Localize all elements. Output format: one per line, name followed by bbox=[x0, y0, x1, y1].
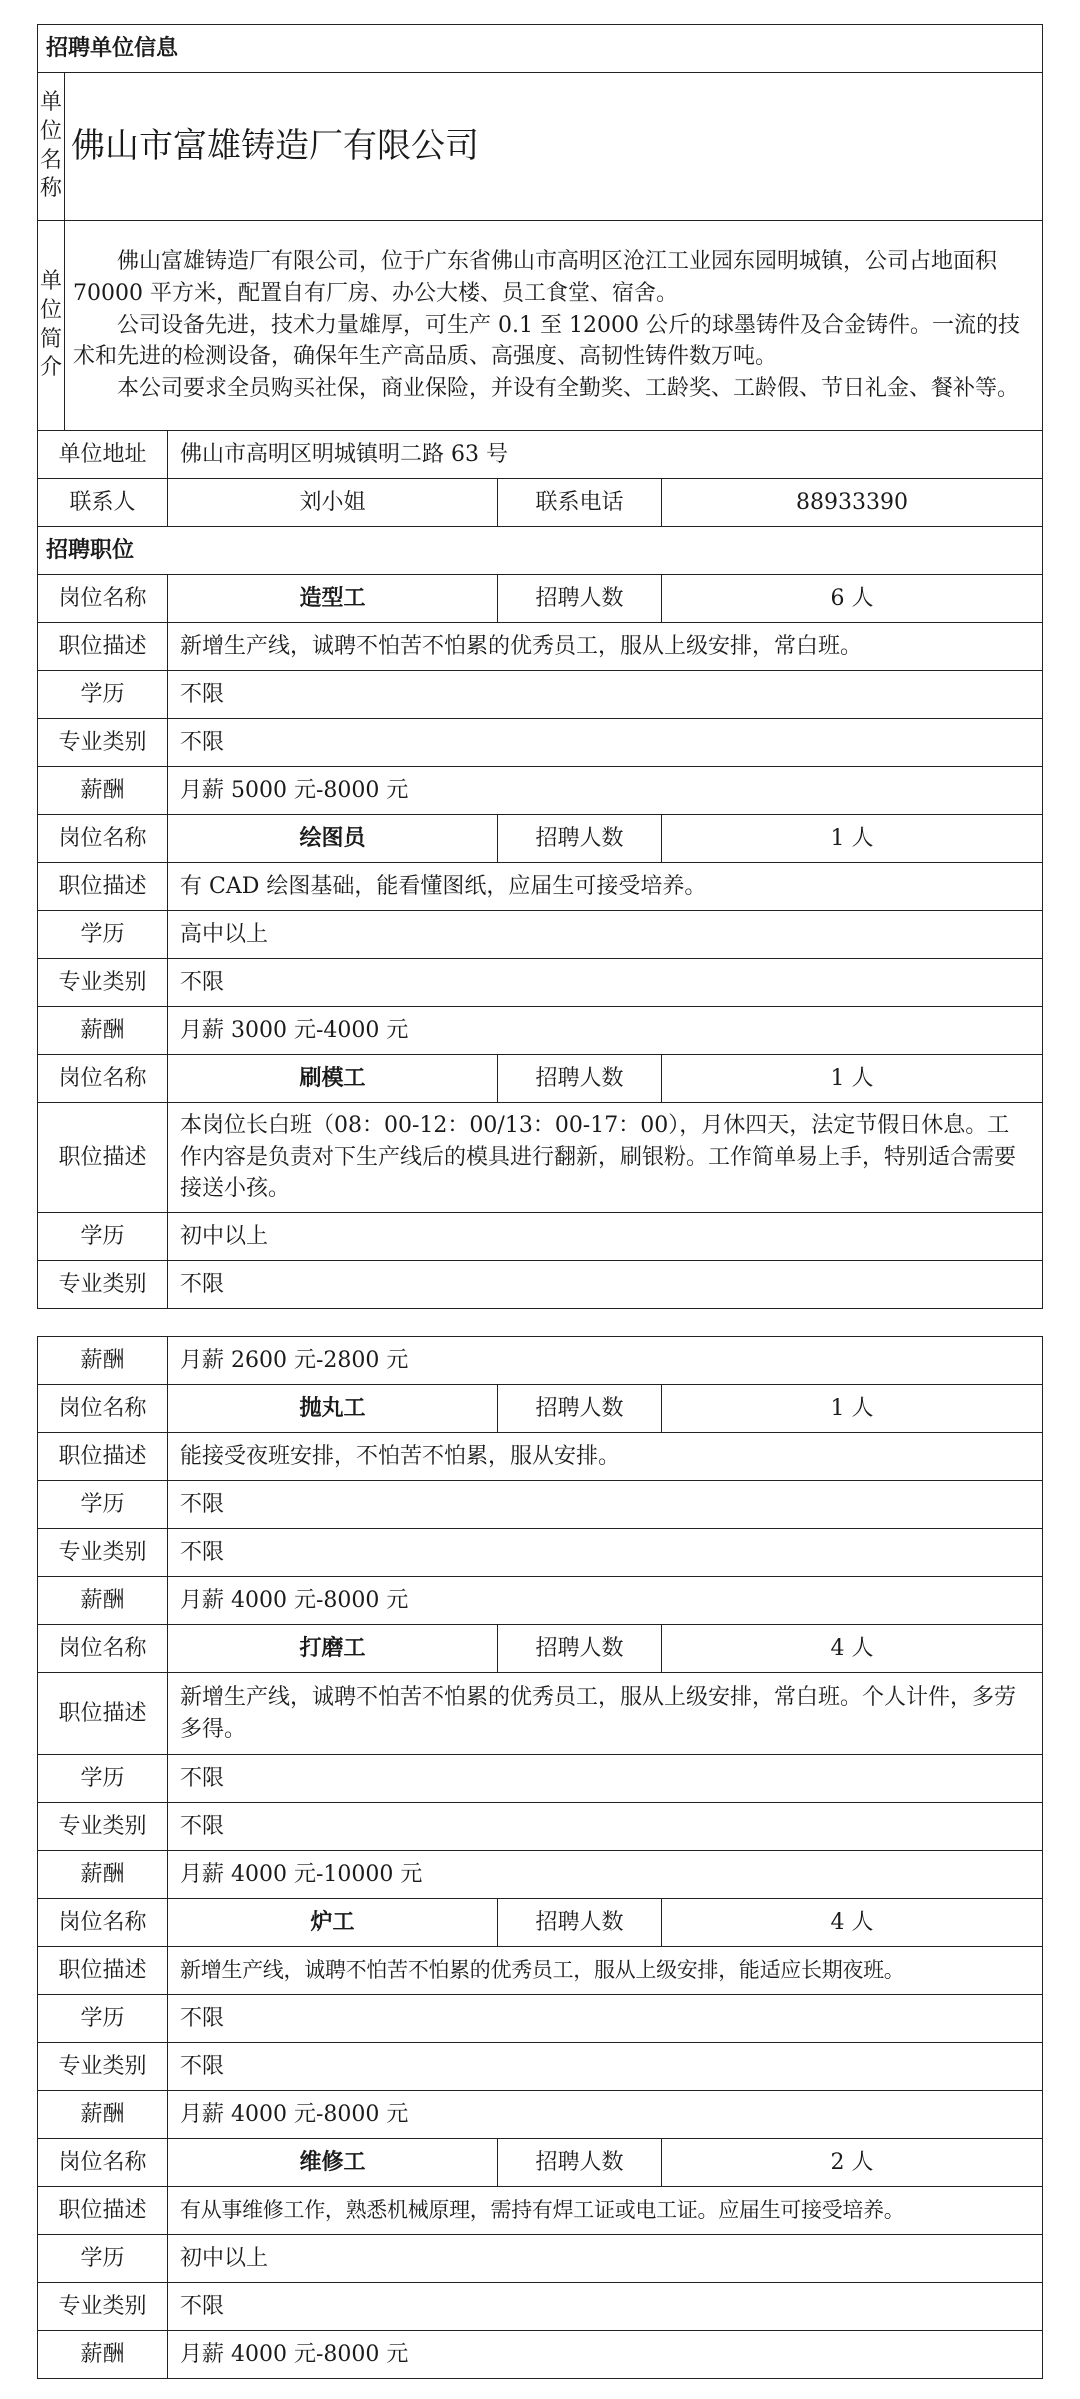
job-name: 造型工 bbox=[168, 575, 498, 623]
major-label: 专业类别 bbox=[38, 1529, 168, 1577]
education-value: 初中以上 bbox=[168, 1213, 1043, 1261]
education-label: 学历 bbox=[38, 1995, 168, 2043]
address-label: 单位地址 bbox=[38, 431, 168, 479]
job-description: 新增生产线，诚聘不怕苦不怕累的优秀员工，服从上级安排，能适应长期夜班。 bbox=[168, 1947, 1043, 1995]
education-value: 不限 bbox=[168, 1755, 1043, 1803]
major-value: 不限 bbox=[168, 1803, 1043, 1851]
headcount-label: 招聘人数 bbox=[498, 1055, 662, 1103]
company-intro bbox=[65, 221, 1043, 431]
salary-label: 薪酬 bbox=[38, 1851, 168, 1899]
job-name-label: 岗位名称 bbox=[38, 815, 168, 863]
job-name: 炉工 bbox=[168, 1899, 498, 1947]
description-label: 职位描述 bbox=[38, 1433, 168, 1481]
job-name: 抛丸工 bbox=[168, 1385, 498, 1433]
address-value: 佛山市高明区明城镇明二路 63 号 bbox=[168, 431, 1043, 479]
job-name: 打磨工 bbox=[168, 1625, 498, 1673]
job-description: 新增生产线，诚聘不怕苦不怕累的优秀员工，服从上级安排，常白班。 bbox=[168, 623, 1043, 671]
recruitment-table-page-1 bbox=[37, 24, 1043, 1309]
education-value: 不限 bbox=[168, 1481, 1043, 1529]
job-name: 绘图员 bbox=[168, 815, 498, 863]
education-label: 学历 bbox=[38, 1213, 168, 1261]
major-value: 不限 bbox=[168, 2043, 1043, 2091]
section-title-company-info: 招聘单位信息 bbox=[38, 25, 1043, 73]
major-label: 专业类别 bbox=[38, 1261, 168, 1309]
headcount-label: 招聘人数 bbox=[498, 2139, 662, 2187]
education-value: 不限 bbox=[168, 1995, 1043, 2043]
job-name-label: 岗位名称 bbox=[38, 2139, 168, 2187]
salary-value: 月薪 4000 元-8000 元 bbox=[168, 2091, 1043, 2139]
contact-label: 联系人 bbox=[38, 479, 168, 527]
salary-label: 薪酬 bbox=[38, 1007, 168, 1055]
headcount-label: 招聘人数 bbox=[498, 575, 662, 623]
description-label: 职位描述 bbox=[38, 2187, 168, 2235]
job-description: 能接受夜班安排，不怕苦不怕累，服从安排。 bbox=[168, 1433, 1043, 1481]
recruitment-table-page-2 bbox=[37, 1336, 1043, 2379]
salary-label: 薪酬 bbox=[38, 2331, 168, 2379]
headcount-value: 6 人 bbox=[662, 575, 1043, 623]
major-label: 专业类别 bbox=[38, 2043, 168, 2091]
intro-paragraph: 本公司要求全员购买社保，商业保险，并设有全勤奖、工龄奖、工龄假、节日礼金、餐补等。 bbox=[117, 376, 1020, 402]
headcount-label: 招聘人数 bbox=[498, 1899, 662, 1947]
job-name-label: 岗位名称 bbox=[38, 1899, 168, 1947]
job-description: 新增生产线，诚聘不怕苦不怕累的优秀员工，服从上级安排，常白班。个人计件，多劳多得。 bbox=[168, 1673, 1043, 1755]
major-label: 专业类别 bbox=[38, 959, 168, 1007]
headcount-value: 2 人 bbox=[662, 2139, 1043, 2187]
contact-value: 刘小姐 bbox=[168, 479, 498, 527]
major-value: 不限 bbox=[168, 1261, 1043, 1309]
job-row-name bbox=[38, 575, 1043, 623]
salary-label: 薪酬 bbox=[38, 1337, 168, 1385]
headcount-value: 4 人 bbox=[662, 1625, 1043, 1673]
salary-label: 薪酬 bbox=[38, 767, 168, 815]
description-label: 职位描述 bbox=[38, 1673, 168, 1755]
job-description: 有 CAD 绘图基础，能看懂图纸，应届生可接受培养。 bbox=[168, 863, 1043, 911]
salary-value: 月薪 4000 元-10000 元 bbox=[168, 1851, 1043, 1899]
education-label: 学历 bbox=[38, 2235, 168, 2283]
salary-value: 月薪 2600 元-2800 元 bbox=[168, 1337, 1043, 1385]
intro-paragraph: 佛山富雄铸造厂有限公司，位于广东省佛山市高明区沧江工业园东园明城镇，公司占地面积 70000 平方米，配置自有厂房、办公大楼、员工食堂、宿舍。 bbox=[73, 248, 998, 306]
description-label: 职位描述 bbox=[38, 1947, 168, 1995]
salary-value: 月薪 3000 元-4000 元 bbox=[168, 1007, 1043, 1055]
description-label: 职位描述 bbox=[38, 863, 168, 911]
major-value: 不限 bbox=[168, 2283, 1043, 2331]
education-label: 学历 bbox=[38, 1481, 168, 1529]
headcount-value: 1 人 bbox=[662, 1055, 1043, 1103]
education-value: 不限 bbox=[168, 671, 1043, 719]
headcount-value: 1 人 bbox=[662, 815, 1043, 863]
job-name: 维修工 bbox=[168, 2139, 498, 2187]
major-value: 不限 bbox=[168, 1529, 1043, 1577]
company-name-label: 单位名称 bbox=[38, 73, 65, 221]
salary-value: 月薪 4000 元-8000 元 bbox=[168, 2331, 1043, 2379]
salary-value: 月薪 5000 元-8000 元 bbox=[168, 767, 1043, 815]
job-name-label: 岗位名称 bbox=[38, 1055, 168, 1103]
education-value: 初中以上 bbox=[168, 2235, 1043, 2283]
headcount-label: 招聘人数 bbox=[498, 1385, 662, 1433]
major-label: 专业类别 bbox=[38, 2283, 168, 2331]
major-value: 不限 bbox=[168, 719, 1043, 767]
job-name-label: 岗位名称 bbox=[38, 575, 168, 623]
salary-label: 薪酬 bbox=[38, 2091, 168, 2139]
headcount-label: 招聘人数 bbox=[498, 1625, 662, 1673]
education-label: 学历 bbox=[38, 911, 168, 959]
phone-label: 联系电话 bbox=[498, 479, 662, 527]
job-description: 本岗位长白班（08：00-12：00/13：00-17：00），月休四天，法定节假日休息。工作内容是负责对下生产线后的模具进行翻新，刷银粉。工作简单易上手，特别适合需要接送小孩。 bbox=[168, 1103, 1043, 1213]
job-name-label: 岗位名称 bbox=[38, 1385, 168, 1433]
headcount-value: 4 人 bbox=[662, 1899, 1043, 1947]
job-description: 有从事维修工作，熟悉机械原理，需持有焊工证或电工证。应届生可接受培养。 bbox=[168, 2187, 1043, 2235]
company-intro-label: 单位简介 bbox=[38, 221, 65, 431]
major-label: 专业类别 bbox=[38, 719, 168, 767]
headcount-value: 1 人 bbox=[662, 1385, 1043, 1433]
job-name: 刷模工 bbox=[168, 1055, 498, 1103]
salary-label: 薪酬 bbox=[38, 1577, 168, 1625]
section-title-jobs: 招聘职位 bbox=[38, 527, 1043, 575]
education-label: 学历 bbox=[38, 1755, 168, 1803]
phone-value: 88933390 bbox=[662, 479, 1043, 527]
description-label: 职位描述 bbox=[38, 623, 168, 671]
description-label: 职位描述 bbox=[38, 1103, 168, 1213]
major-label: 专业类别 bbox=[38, 1803, 168, 1851]
company-name: 佛山市富雄铸造厂有限公司 bbox=[65, 73, 1043, 221]
education-label: 学历 bbox=[38, 671, 168, 719]
job-name-label: 岗位名称 bbox=[38, 1625, 168, 1673]
headcount-label: 招聘人数 bbox=[498, 815, 662, 863]
intro-paragraph: 公司设备先进，技术力量雄厚，可生产 0.1 至 12000 公斤的球墨铸件及合金铸件。一流的技术和先进的检测设备，确保年生产高品质、高强度、高韧性铸件数万吨。 bbox=[73, 312, 1020, 370]
salary-value: 月薪 4000 元-8000 元 bbox=[168, 1577, 1043, 1625]
major-value: 不限 bbox=[168, 959, 1043, 1007]
education-value: 高中以上 bbox=[168, 911, 1043, 959]
